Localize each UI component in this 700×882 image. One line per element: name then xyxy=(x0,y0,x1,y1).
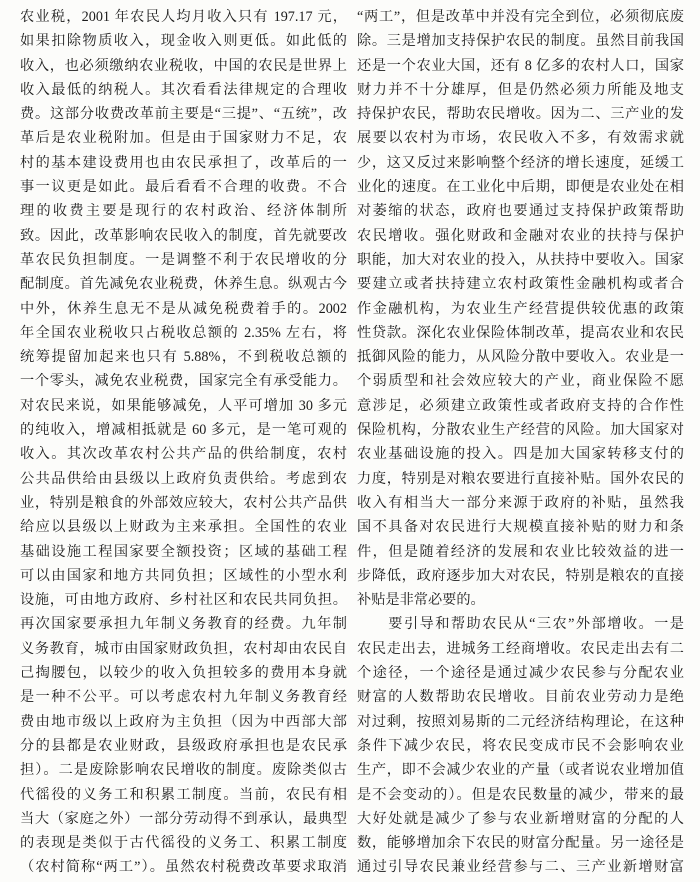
text-line: 生产，即不会减少农业的产量（或者说农业增加值 xyxy=(357,762,684,779)
text-line: 除。三是增加支持保护农民的制度。虽然目前我国 xyxy=(357,33,684,50)
text-line: 抵御风险的能力，从风险分散中要收入。农业是一 xyxy=(357,349,684,366)
text-line: 步降低，政府逐步加大对农民，特别是粮农的直接 xyxy=(357,567,684,584)
text-line: 致。因此，改革影响农民收入的制度，首先就要改 xyxy=(20,227,347,244)
text-line: 农业基础设施的投入。四是加大国家转移支付的 xyxy=(357,446,684,463)
text-line: 收入。其次改革农村公共产品的供给制度，农村 xyxy=(20,446,347,463)
text-line: 给应以县级以上财政为主来承担。全国性的农业 xyxy=(20,519,347,536)
text-line: 件，但是随着经济的发展和农业比较效益的进一 xyxy=(357,543,684,560)
text-line: 村的基本建设费用也由农民承担了，改革后的一 xyxy=(20,154,347,171)
text-line: 如果扣除物质收入，现金收入则更低。如此低的 xyxy=(20,33,347,50)
text-line: 个弱质型和社会效应较大的产业，商业保险不愿 xyxy=(357,373,684,390)
text-line: 农民走出去，进城务工经商增收。农民走出去有二 xyxy=(357,640,684,657)
text-line: 作金融机构，为农业生产经营提供较优惠的政策 xyxy=(357,300,684,317)
text-line: 财力并不十分雄厚，但是仍然必须力所能及地支 xyxy=(357,81,684,98)
text-column-left xyxy=(20,5,347,882)
text-line: 再次国家要承担九年制义务教育的经费。九年制 xyxy=(20,616,347,633)
text-line: 年全国农业税收只占税收总额的 2.35% 左右，将 xyxy=(20,324,347,341)
text-line: 力度，特别是对粮农要进行直接补贴。国外农民的 xyxy=(357,470,684,487)
text-line: 少，这又反过来影响整个经济的增长速度，延缓工 xyxy=(357,154,684,171)
text-line: 条件下减少农民，将农民变成市民不会影响农业 xyxy=(357,737,684,754)
text-line: 业，特别是粮食的外部效应较大，农村公共产品供 xyxy=(20,494,347,511)
text-line: 要引导和帮助农民从“三农”外部增收。一是 xyxy=(357,616,684,633)
text-line: 是不会变动的）。但是农民数量的减少，带来的最 xyxy=(357,786,684,803)
text-line: 意涉足，必须建立政策性或者政府支持的合作性 xyxy=(357,397,684,414)
text-line: 业化的速度。在工业化中后期，即便是农业处在相 xyxy=(357,179,684,196)
text-line: 费。这部分收费改革前主要是“三提”、“五统”，改 xyxy=(20,106,347,123)
text-line: 统筹提留加起来也只有 5.88%，不到税收总额的 xyxy=(20,349,347,366)
text-line: 的纯收入，增减相抵就是 60 多元，是一笔可观的 xyxy=(20,422,347,439)
text-line: 配制度。首先减免农业税费，休养生息。纵观古今 xyxy=(20,276,347,293)
text-line: 当大（家庭之外）一部分劳动得不到承认，最典型 xyxy=(20,810,347,827)
text-column-right xyxy=(357,5,684,882)
text-line: 费由地市级以上政府为主负担（因为中西部大部 xyxy=(20,713,347,730)
text-line: 要建立或者扶持建立农村政策性金融机构或者合 xyxy=(357,276,684,293)
text-line: 的表现是类似于古代徭役的义务工、积累工制度 xyxy=(20,835,347,852)
text-line: 财富的人数帮助农民增收。目前农业劳动力是绝 xyxy=(357,689,684,706)
text-line: 事一议更是如此。最后看看不合理的收费。不合 xyxy=(20,179,347,196)
text-line: 收入最低的纳税人。其次看看法律规定的合理收 xyxy=(20,81,347,98)
text-line: 己掏腰包，以较少的收入负担较多的费用本身就 xyxy=(20,665,347,682)
text-line: 收入，也必须缴纳农业税收，中国的农民是世界上 xyxy=(20,57,347,74)
text-line: 对萎缩的状态，政府也要通过支持保护政策帮助 xyxy=(357,203,684,220)
text-line: 代徭役的义务工和积累工制度。当前，农民有相 xyxy=(20,786,347,803)
text-line: 职能，加大对农业的投入，从扶持中要收入。国家 xyxy=(357,251,684,268)
text-line: 个途径，一个途径是通过减少农民参与分配农业 xyxy=(357,665,684,682)
text-line: 革后是农业税附加。但是由于国家财力不足，农 xyxy=(20,130,347,147)
text-line: 可以由国家和地方共同负担；区域性的小型水利 xyxy=(20,567,347,584)
text-line: 公共品供给由县级以上政府负责供给。考虑到农 xyxy=(20,470,347,487)
text-line: 农民增收。强化财政和金融对农业的扶持与保护 xyxy=(357,227,684,244)
text-line: 对过剩，按照刘易斯的二元经济结构理论，在这种 xyxy=(357,713,684,730)
text-line: （农村简称“两工”）。虽然农村税费改革要求取消 xyxy=(20,859,347,876)
text-line: 对农民来说，如果能够减免，人平可增加 30 多元 xyxy=(20,397,347,414)
text-line: 理的收费主要是现行的农村政治、经济体制所 xyxy=(20,203,347,220)
text-line: 补贴是非常必要的。 xyxy=(357,592,485,609)
text-line: 农业税，2001 年农民人均月收入只有 197.17 元， xyxy=(20,9,347,25)
text-line: 通过引导农民兼业经营参与二、三产业新增财富 xyxy=(357,859,684,876)
text-line: 持保护农民，帮助农民增收。因为二、三产业的发 xyxy=(357,106,684,123)
text-line: 展要以农村为市场，农民收入不多，有效需求就 xyxy=(357,130,684,147)
text-line: 还是一个农业大国，还有 8 亿多的农村人口，国家 xyxy=(357,57,684,74)
text-line: 中外，休养生息无不是从减免税费着手的。2002 xyxy=(20,300,347,317)
text-line: 担）。二是废除影响农民增收的制度。废除类似古 xyxy=(20,762,347,779)
text-line: 革农民负担制度。一是调整不利于农民增收的分 xyxy=(20,251,347,268)
text-line: 数，能够增加余下农民的财富分配量。另一途径是 xyxy=(357,835,684,852)
text-line: 性贷款。深化农业保险体制改革，提高农业和农民 xyxy=(357,324,684,341)
text-line: 大好处就是减少了参与农业新增财富的分配的人 xyxy=(357,810,684,827)
text-line: 是一种不公平。可以考虑农村九年制义务教育经 xyxy=(20,689,347,706)
text-line: 义务教育，城市由国家财政负担，农村却由农民自 xyxy=(20,640,347,657)
text-line: “两工”，但是改革中并没有完全到位，必须彻底废 xyxy=(357,9,684,25)
text-line: 一个零头，减免农业税费，国家完全有承受能力。 xyxy=(20,373,347,390)
text-line: 国不具备对农民进行大规模直接补贴的财力和条 xyxy=(357,519,684,536)
text-line: 保险机构，分散农业生产经营的风险。加大国家对 xyxy=(357,422,684,439)
text-line: 收入有相当大一部分来源于政府的补贴，虽然我 xyxy=(357,494,684,511)
text-line: 分的县都是农业财政，县级政府承担也是农民承 xyxy=(20,737,347,754)
text-line: 基础设施工程国家要全额投资；区域的基础工程 xyxy=(20,543,347,560)
text-line: 设施，可由地方政府、乡村社区和农民共同负担。 xyxy=(20,592,347,609)
